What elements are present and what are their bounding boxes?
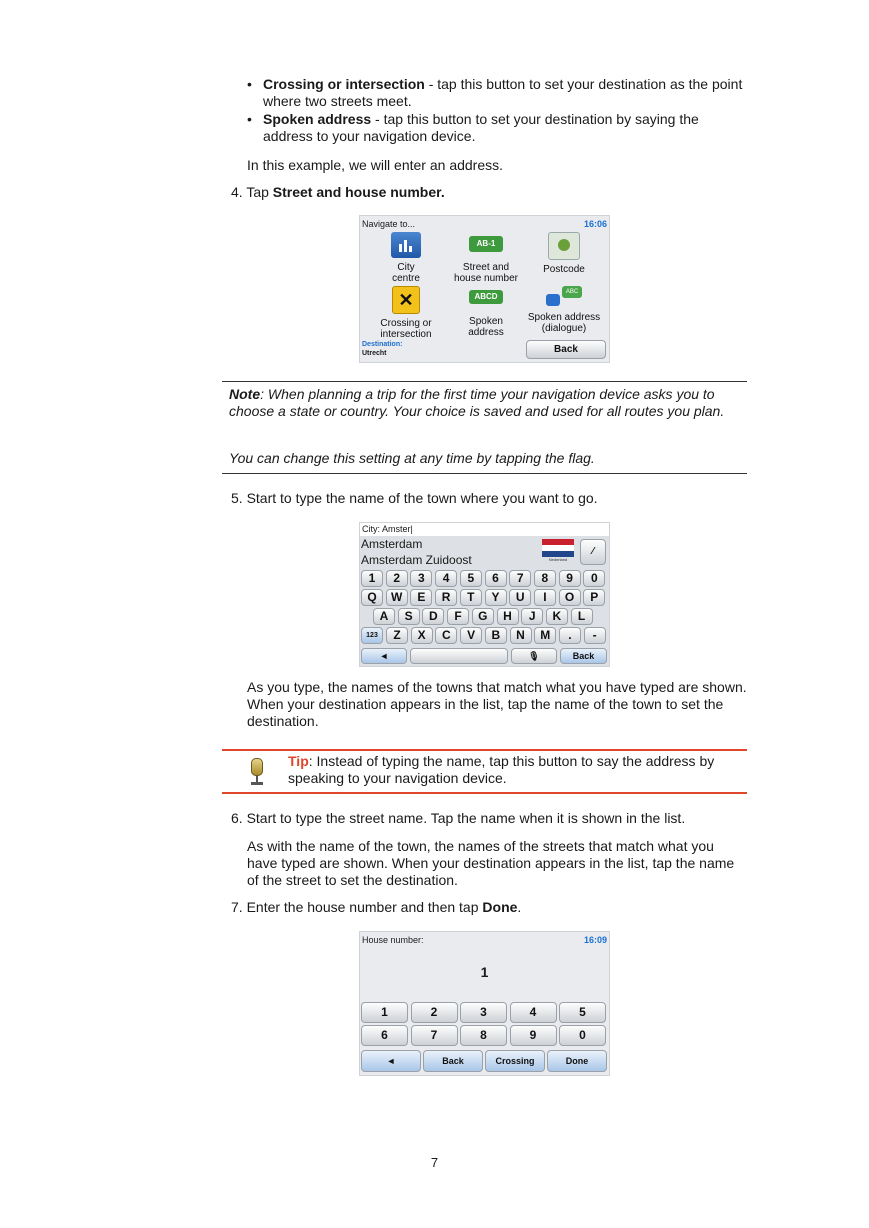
backspace-button[interactable]: ◄ [361,648,407,664]
city-icon [391,232,421,258]
key[interactable]: A [373,608,395,625]
step-4: 4. Tap Street and house number. [231,184,445,200]
tip-text: Tip: Instead of typing the name, tap this button to say the address by speaking to your navigation device. [288,753,715,786]
spoken-address-dialogue-button[interactable]: ABC Spoken address (dialogue) [524,286,604,334]
key[interactable]: X [411,627,433,644]
street-house-number-button[interactable]: AB-1 Street and house number [446,232,526,284]
backspace-button[interactable]: ◄ [361,1050,421,1072]
key[interactable]: 9 [559,570,581,587]
number-key[interactable]: 0 [559,1025,606,1046]
step-6: 6. Start to type the street name. Tap the name when it is shown in the list. [231,810,686,826]
destination-value: Utrecht [362,350,387,357]
bullet-crossing: Crossing or intersection - tap this button to set your destination as the point where two streets meet. [263,76,743,109]
number-key[interactable]: 5 [559,1002,606,1023]
example-text: In this example, we will enter an address. [247,157,504,173]
key[interactable]: F [447,608,469,625]
key[interactable]: Z [386,627,408,644]
postcode-button[interactable]: Postcode [524,232,604,275]
back-button[interactable]: Back [560,648,607,664]
number-key[interactable]: 4 [510,1002,557,1023]
key[interactable]: M [534,627,556,644]
crossing-intersection-button[interactable]: ✕ Crossing or intersection [366,286,446,340]
key[interactable]: C [435,627,457,644]
scroll-button[interactable]: ⁄ [580,539,606,565]
key[interactable]: V [460,627,482,644]
as-you-type-text: As you type, the names of the towns that match what you have typed are shown. When your destination appears in the list, tap the name of the town to set the destination. [247,679,747,729]
spoken-address-button[interactable]: ABCD Spoken address [468,292,504,338]
key[interactable]: G [472,608,494,625]
step-7: 7. Enter the house number and then tap Done. [231,899,522,915]
key[interactable]: Y [485,589,507,606]
microphone-sign-icon: ABCD [469,290,503,304]
key[interactable]: 0 [583,570,605,587]
number-key[interactable]: 9 [510,1025,557,1046]
number-key[interactable]: 2 [411,1002,458,1023]
crossing-button[interactable]: Crossing [485,1050,545,1072]
key[interactable]: 6 [485,570,507,587]
screen-title: House number: [362,935,424,945]
key[interactable]: D [422,608,444,625]
navigate-to-screen [359,215,610,363]
key[interactable]: W [386,589,408,606]
key[interactable]: 5 [460,570,482,587]
screen-title: Navigate to... [362,219,416,229]
key[interactable]: . [559,627,581,644]
key[interactable]: 2 [386,570,408,587]
result-amsterdam-zuidoost[interactable]: Amsterdam Zuidoost [361,553,472,567]
city-centre-button[interactable]: City centre [366,232,446,284]
number-key[interactable]: 8 [460,1025,507,1046]
key[interactable]: L [571,608,593,625]
number-key[interactable]: 7 [411,1025,458,1046]
note-bottom-rule [222,473,747,474]
key[interactable]: I [534,589,556,606]
screen-time: 16:06 [583,219,607,229]
key[interactable]: 4 [435,570,457,587]
road-sign-icon: AB-1 [469,236,503,252]
done-button[interactable]: Done [547,1050,607,1072]
flag-netherlands-icon[interactable]: Nederland [542,539,574,563]
back-button[interactable]: Back [526,340,606,359]
mode-key[interactable]: 123 [361,627,383,644]
key[interactable]: T [460,589,482,606]
key[interactable]: R [435,589,457,606]
note-text-2: You can change this setting at any time by tapping the flag. [229,450,595,466]
tip-top-rule [222,749,747,751]
tip-bottom-rule [222,792,747,794]
key[interactable]: B [485,627,507,644]
map-icon [548,232,580,260]
page-number: 7 [430,1155,439,1170]
key[interactable]: 7 [509,570,531,587]
note-top-rule [222,381,747,382]
key[interactable]: - [584,627,606,644]
key[interactable]: 8 [534,570,556,587]
number-key[interactable]: 6 [361,1025,408,1046]
crossing-icon: ✕ [392,286,420,314]
space-bar[interactable] [410,648,508,664]
result-amsterdam[interactable]: Amsterdam [361,537,423,551]
back-button[interactable]: Back [423,1050,483,1072]
number-key[interactable]: 3 [460,1002,507,1023]
as-with-text: As with the name of the town, the names of the streets that match what you have typed are shown. When your destination appears in the list, tap the name of the street to set the destination. [247,838,735,888]
number-key[interactable]: 1 [361,1002,408,1023]
bullet-spoken: Spoken address - tap this button to set your destination by saying the address to your navigation device. [263,111,699,144]
key[interactable]: H [497,608,519,625]
key[interactable]: E [410,589,432,606]
key[interactable]: J [521,608,543,625]
key[interactable]: 1 [361,570,383,587]
key[interactable]: O [559,589,581,606]
speech-bubble-icon: ABC [544,286,584,308]
destination-label: Destination: [362,341,403,348]
microphone-icon [248,758,266,788]
city-input[interactable]: City: Amster| [360,523,610,536]
key[interactable]: P [583,589,605,606]
key[interactable]: U [509,589,531,606]
key[interactable]: Q [361,589,383,606]
screen-time: 16:09 [583,935,607,945]
city-keyboard-screen [359,522,610,667]
microphone-icon[interactable]: 🎙 [511,648,557,664]
house-number-screen [359,931,610,1076]
key[interactable]: N [510,627,532,644]
bullet-marker: • [247,76,252,92]
bullet-marker: • [247,111,252,127]
step-5: 5. Start to type the name of the town where you want to go. [231,490,598,506]
key[interactable]: 3 [410,570,432,587]
key[interactable]: K [546,608,568,625]
key[interactable]: S [398,608,420,625]
house-number-value[interactable]: 1 [480,964,489,980]
note-text: Note: When planning a trip for the first time your navigation device asks you to choose a state or country. Your choice is saved and used for all routes you plan. [229,386,725,419]
